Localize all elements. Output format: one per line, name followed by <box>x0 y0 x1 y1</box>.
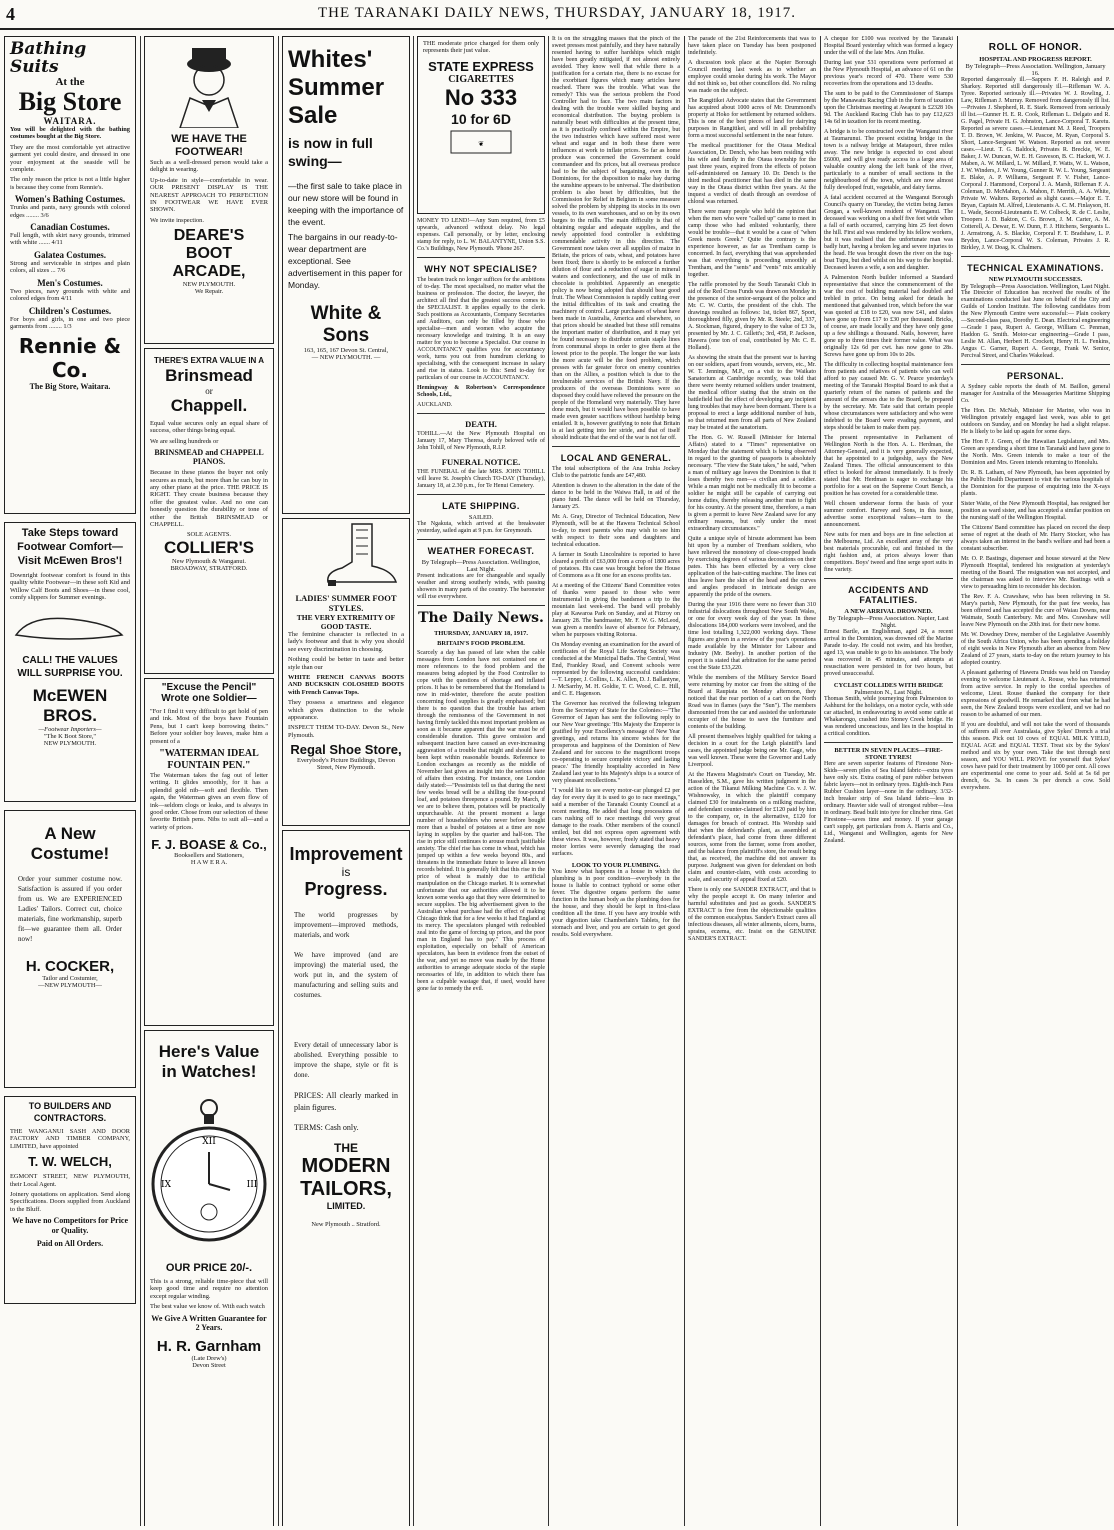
brand-sub: 163, 165, 167 Devon St. Central, <box>303 347 389 354</box>
column-6 <box>688 36 816 1526</box>
article-text: A cheque for £100 was received by the Taranaki Hospital Board yesterday which was formed a legacy under the will of the late Mrs. Ann Hulke. <box>824 36 953 56</box>
column-1 <box>4 36 136 1526</box>
brand-sub: "The K Boot Store," <box>43 732 97 740</box>
section-source: By Telegraph—Press Association. Napier, Last Night. <box>828 615 949 629</box>
ad-text: Downright footwear comfort is found in this quality white Footwear—in these soft Kid and Willow Calf Boots and Shoes—in these cool, comfy slippers for Summer evenings. <box>10 572 130 602</box>
ad-text: The world progresses by improvement—improved methods, materials, and work <box>294 911 398 939</box>
article-text: During last year 531 operations were performed at the New Plymouth Hospital, an advance of 61 on the previous year's record of 470. There were 530 recoveries from the operations and 13 deaths. <box>824 60 953 87</box>
state-express-ad <box>417 36 545 214</box>
article-text: "I would like to see every motor-car plunged £2 per day for every day it is used to go to race meetings," said a member of the Taranaki County Council at a recent meeting. He added that long processions of cars rushing off to race meetings did very great damage to the roads. Other members of the council smiled, but did not express open agreement with these views. It was, however, freely stated that heavy motor lorries were severely damaging the road surfaces. <box>552 788 680 857</box>
article-text: Sister Waite, of the New Plymouth Hospital, has resigned her position as ward sister, and has accepted a similar position on the nursing staff of the Wellington Hospital. <box>961 501 1110 521</box>
article-text: Attention is drawn to the alteration in the date of the dance to be held in the Waiwa Hall, in aid of the piano fund. The dance will be held on Thursday, January 25. <box>552 483 680 510</box>
ad-product-number: No 333 <box>444 84 518 110</box>
brand-logo: Brinsmead <box>165 366 253 385</box>
article-text: The Hon F. J. Green, of the Hawaiian Legislature, and Mrs. Green are spending a short time in Taranaki and have gone to the North. Mrs. Green intends to make a tour of the Dominion and Mrs. Green intends returning to Honolulu. <box>961 439 1110 466</box>
article-text: During the year 1916 there were no fewer than 310 industrial dislocations throughout New South Wales, or one for every week day of the year. In these dislocations 184,000 workers were involved, and the time lost totalling 1,322,000 working days. These figures are given in a review of the year's operations made available by the Minister for Labour and Industry (Mr. Beeby). In another portion of the report it is stated that arbitration for the same period cost the State £33,220. <box>688 602 816 671</box>
article-text: A fatal accident occurred at the Wanganui Borough Council's quarry on Tuesday, the victim being James Grogan, a well-known resident of Wanganui. The deceased was working on a shelf five feet wide when a fall of earth occurred, carrying him 25 feet down the hill. First aid was rendered by his fellow workers, but it was realised that the unfortunate man was badly hurt, having a broken leg and severe injuries to the head. He was brought down the river on the tug-boat Tupu, but died whilst on his way to the hospital. Deceased leaves a wife, a son and daughter. <box>824 195 953 271</box>
editorial-masthead: The Daily News. <box>418 610 544 626</box>
ladies-boot-icon <box>288 522 404 588</box>
article-text: Well chosen underwear forms the basis of your summer comfort. Harvey and Sons, in this issue, advertise some exceptional values—turn to the announcement. <box>824 501 953 528</box>
article-text: The sum to be paid to the Commissioner of Stamps by the Manawatu Racing Club in the form of taxation upon the Christmas meeting at Awapuni is £2328 10s 9d. The Auckland Racing Club has to pay £12,623 14s 6d in taxation for its recent meeting. <box>824 91 953 125</box>
ad-text: Up-to-date in style—comfortable in wear. OUR PRESENT DISPLAY IS THE NEAREST APPROACH TO PERFECTION IN FOOTWEAR WE HAVE EVER SHOWN. <box>150 176 268 214</box>
section-source: By Telegraph—Press Association. Wellington, January 16. <box>965 63 1106 77</box>
ad-text: We invite inspection. <box>150 216 204 224</box>
ad-text: The feminine character is reflected in a lady's footwear and that is why you should see every discrimination in choosing. <box>288 631 404 653</box>
section-heading: WEATHER FORECAST. <box>427 546 535 556</box>
death-notice: TOHILL.—At the New Plymouth Hospital on January 17, Mary Theresa, dearly beloved wife of John Tohill, of New Plymouth, R.I.P. <box>417 431 545 451</box>
section-subheading: NEW PLYMOUTH SUCCESSES. <box>988 276 1083 283</box>
ad-headline: A New Costume! <box>30 824 110 863</box>
agent-name: T. W. WELCH, <box>28 1154 112 1170</box>
ad-text: You will be delighted with the bathing costumes bought at the Big Store. <box>10 126 130 141</box>
section-subheading: HOSPITAL AND PROGRESS REPORT. <box>979 56 1092 63</box>
masthead-title: THE TARANAKI DAILY NEWS, THURSDAY, JANUARY 18, 1917. <box>317 5 797 21</box>
ad-text: WHITE FRENCH CANVAS BOOTS AND BUCKSKIN COLOSHED BOOTS with French Canvas Tops. <box>288 674 404 696</box>
article-text: Thomas Smith, while journeying from Palmerston to Ashhurst for the holidays, on a motor cycle, with side car attached, in endeavouring to avoid some cattle at Whakarongo, crashed into Stoney Creek bridge. He was rendered unconscious, and lies in the hospital in a critical condition. <box>824 696 953 737</box>
brand-logo: MODERN <box>301 1155 391 1178</box>
article-text: There is only one SANDER EXTRACT, and that is why the people accept it. On many inferior and harmful substitutes and just as goods. SANDER'S EXTRACT is free from the objectionable qualities of the common eucalyptus. Sander's Extract cures all infectious diseases, all winter ailments, ulcers, burns, sprains, eczema, etc. Insist on the GENUINE SANDER'S EXTRACT. <box>688 887 816 942</box>
article-text: The Rev. F. A. Crawshaw, who has been relieving in St. Mary's parish, New Plymouth, for the past few weeks, has been offered and has accepted the cure of Waiau Downs, near Waimate, South Canterbury. Mr. and Mrs. Crawshaw will leave New Plymouth on the 20th inst. for their new home. <box>961 594 1110 628</box>
editorial-date: THURSDAY, JANUARY 18, 1917. <box>434 630 528 637</box>
column-rule <box>957 36 958 1526</box>
article-text: Quite a unique style of hirsute adornment has been hit upon by a number of Trentham soldiers, who have relieved the monotony of close-cropped heads by exercising degrees of various decorations on their pates. This has been effected by a very close application of the hair-cutting machine. The lines cut thus leave bare the skin of the head and the curves and angles produced in intricate design are apparently the pride of the owners. <box>688 536 816 598</box>
whites-ad <box>282 36 410 514</box>
ad-headline: Sale <box>288 102 338 129</box>
article-text: The raffle promoted by the South Taranaki Club in aid of the Red Cross Funds was drawn on Monday in the presence of the senior-sergeant of the police and Mr. C. W. Curtis, the president of the club. The drawings resulted as follows: 1st, ticket 867, Sport, thoroughbred filly, given by Mr. R. Steele; 2nd, 337, A. Stockman, figured, drapery to the value of £3 3s, presented by Mr. J. C. Gillett's; 3rd, 458, P. Jackson, Hawera (one ton of coal, contributed by Mr. C. E. Holland). <box>688 282 816 351</box>
brand-sub: Everybody's Picture Buildings, Devon Street, New Plymouth. <box>296 757 396 772</box>
brand-logo: McEWEN BROS. <box>32 685 108 725</box>
product-title: Children's Costumes. <box>28 305 112 316</box>
article-text: The Hon. G. W. Russell (Minister for Internal Affairs) stated to a "Times" representative on Monday that the statement which is being observed in regard to the granting of passports is absolutely necessary. "The view the State takes," he said, "when a man of military age leaves the Dominion is that it loses thereby two men—a civilian and a soldier. While a man might not be medically fit to become a soldier he might still be capable of carrying out home duties, thereby releasing another man to fight for his country. At the present time, therefore, a man is given a permit to leave New Zealand save for any ordinary reasons, but only under the most extraordinary circumstances." <box>688 435 816 532</box>
page-number: 4 <box>6 4 15 24</box>
slipper-icon <box>10 605 128 645</box>
article-text: A bridge is to be constructed over the Wanganui river at Taumarunui. The present existing bridge in the town is a railway bridge at Matapouri, three miles away. The new bridge is expected to cost about £6000, and will give ready access to a large area of valuable country along the left bank of the river, particularly to a number of small sections in the neighbourhood of the town, which are now almost fully developed fruit, vegetable, and dairy farms. <box>824 129 953 191</box>
ad-text: The Waterman takes the fag out of letter writing. It glides smoothly, for it has a splendid gold nib—soft and flexible. Then again, the Waterman gives an even flow of ink—seldom clogs or leaks, and is always in good order. Chose from our selection of these favorite British pens. Nibs to suit all—and a variety of prices. <box>150 772 268 831</box>
brand-logo: TAILORS, <box>300 1178 392 1201</box>
product-title: Men's Costumes. <box>37 277 103 288</box>
brand-logo: H. COCKER, <box>25 958 115 975</box>
ad-headline: Progress. <box>304 879 388 899</box>
section-source: Palmerston N., Last Night. <box>854 689 923 696</box>
ad-callout: We have no Competitors for Price or Quality. <box>11 1216 129 1236</box>
ad-headline: Summer <box>288 74 385 101</box>
section-heading: TECHNICAL EXAMINATIONS. <box>967 263 1104 273</box>
article-text: A farmer in South Lincolnshire is reported to have cleared a profit of £63,000 from a crop of 1800 acres of potatoes. His case was brought before the House of Commons as a fit one for an excess profits tax. <box>552 552 680 579</box>
article-text: The Governor has received the following telegram from the Secretary of State for the Colonies:—"The Governor of Japan has sent the following reply to our New Year greetings: 'His Majesty the Emperor is gratified by your Excellency's message of New Year greetings, and returns his sincere wishes for the prosperous and happiness of the Dominion of New Zealand and for success to the magnificent troops co-operating to secure complete victory and lasting peace.' The friendly hospitality accorded in New Zealand last year to his Majesty's ships is a source of very pleasant recollections." <box>552 701 680 784</box>
ad-callout: Paid on All Orders. <box>36 1239 104 1249</box>
ad-headline-big: Big Store <box>18 87 122 116</box>
product-title: Canadian Costumes. <box>30 222 110 233</box>
brand-sub: BROADWAY, STRATFORD. <box>170 565 248 573</box>
product-title: Galatea Costumes. <box>34 249 106 260</box>
ad-headline: Whites' <box>288 46 373 73</box>
article-text: As showing the strain that the present war is having on our soldiers, apart from wounds, servers, etc., Mr. W. T. Jennings, M.P., on a visit to the Waikato Sanatorium at Cambridge recently, was told that there were twenty returned soldiers under treatment, the medical officer stating that the strain on the battlefield had the effect of developing any incipient lung troubles that may have been dormant. There is a proposal to erect a large additional number of huts, so that returned men from all parts of New Zealand may be treated at the sanatorium. <box>688 355 816 431</box>
column-2 <box>144 36 274 1526</box>
ad-headline: Bathing Suits <box>10 39 87 77</box>
ad-text: Nothing could be better in taste and better style than our <box>288 656 404 671</box>
brand-logo: THE <box>334 1141 358 1156</box>
ad-location: WAITARA. <box>43 116 97 126</box>
section-source: By Telegraph—Press Association. Wellington, Last Night. <box>961 283 1110 290</box>
column-4 <box>417 36 545 1526</box>
brand-logo: STATE EXPRESS <box>428 58 534 74</box>
garnham-ad <box>144 1030 274 1526</box>
ad-callout: CALL! THE VALUES WILL SURPRISE YOU. <box>17 654 123 679</box>
brand-logo: Rennie & Co. <box>18 334 122 383</box>
svg-text:III: III <box>246 1180 258 1190</box>
editorial-text: Scarcely a day has passed of late when the cable messages from London have not contained one or more references to the food problem and the measures being adopted by the Food Controller to cope with the questions of shortage and inflated prices. It has to be remembered that the Homeland is now in mid-winter, therefore the acute position concerning food supplies is greatly emphasised; but there is no question that the trouble has arisen through the remissness of the Government in not having firmly tackled this most important problem as soon as it became apparent that the war must be of considerable duration. This grave omission and subsequent inaction have caused an ever-increasing aggravation of a trouble that might and should have been kept within reasonable bounds. Reference to London exchanges as recently as the middle of November last gives an insight into the serious state of affairs then existing. For instance, one London daily stated:—"Pessimists tell us that during the next few weeks bread will be a shilling the four-pound loaf, and potatoes threepence a pound. By March, if we are to believe them, potatoes will be practically unpurchasable. At the present moment a large number of householders who never before bought more than a bushel of potatoes at a time are now laying in supplies by the quarter and half-ton. The rise in price still continues to arouse much justifiable anxiety. The chief rise has come in wheat, which has jumped up within a few weeks beyond 80s., and threatens in the immediate future to leave all known records behind. It is generally felt that this rise in the price of wheat is mainly due to artificial manipulation on the Chicago market. It is somewhat unfortunate that our authorities allowed it to be known some weeks ago that they were determined to secure supplies. The big advertisement given to the Australian wheat purchase had the effect of making Chicago think that for a few weeks it had England at its mercy. The speculators plunged with redoubled zeal into the game of forcing up prices, and the poor man in England has to pay." This process of exploitation, especially on behalf of American speculators, has been in evidence from the outset of the war, and yet no move was made by the Home authorities to arrange adequate stocks of the staple necessaries of life, in addition to which there has been a culpable wastage that, if used, would have gone far to remedy the evil. <box>417 650 545 992</box>
masthead <box>0 0 1114 30</box>
ad-subhead: THE VERY EXTREMITY OF GOOD TASTE. <box>296 613 396 631</box>
column-rule <box>684 36 685 1526</box>
article-text: While the members of the Military Service Board were returning by motor car from the sitting of the Board at Raupiata on Monday afternoon, they noticed that the rear portion of a cart on the North Road was in flames (says the "Sun"). The members dismounted from the car and assisted the unfortunate occupier of the house to save the furniture and contents of the building. <box>688 675 816 730</box>
brand-sub: (Late Drew's) <box>191 1354 227 1362</box>
brand-sub: —Footwear Importers— <box>38 725 102 733</box>
rennie-ad <box>4 36 136 514</box>
ad-headline: Improvement <box>289 844 403 864</box>
product-desc: Two pieces, navy grounds with white and colored edges from 4/11 <box>10 287 130 303</box>
ad-text: Joinery quotations on application. Send along Specifications. Doors supplied from Auckland to the Bluff. <box>10 1191 130 1213</box>
boase-ad <box>144 678 274 1026</box>
brand-logo: F. J. BOASE & Co., <box>151 837 267 853</box>
ad-text: Because in these pianos the buyer not only secures as much, but more than he can buy in any other piano at the price. THE PRICE IS RIGHT. They create business because they offer the greatest value. And no one can honestly question the durability or tone of either the British BRINSMEAD or CHAPPELL. <box>150 469 268 529</box>
section-heading: LOCAL AND GENERAL. <box>560 453 672 463</box>
ad-text: or <box>205 386 213 396</box>
brand-sub: Devon Street <box>192 1361 226 1369</box>
classified-money: MONEY TO LEND!—Any Sum required, from £5 upwards, advanced without delay. No legal expenses. Call personally, or by letter, enclosing stamp for reply, to L. W. BALANTYNE, Union S.S. Co.'s Buildings, New Plymouth. 'Phone 267. <box>417 218 545 252</box>
gentleman-portrait-icon <box>150 40 268 128</box>
section-subheading: By Telegraph—Press Association. Wellington, Last Night. <box>421 559 541 573</box>
section-heading: PERSONAL. <box>1006 371 1064 381</box>
welch-ad <box>4 1096 136 1304</box>
section-subheading: CYCLIST COLLIDES WITH BRIDGE <box>833 682 944 689</box>
article-text: The total subscriptions of the Ana Iruhia Jockey Club to the patriotic funds are £47,480. <box>552 466 680 479</box>
ad-text: This is a strong, reliable time-piece that will keep good time and require no attention except regular winding. <box>150 1278 268 1300</box>
ad-text: Every detail of unnecessary labor is abolished. Everything possible to improve the shape, style or fit is done. <box>294 1041 398 1079</box>
brand-sub: SOLE AGENTS. <box>186 531 232 539</box>
ad-headline: TO BUILDERS AND CONTRACTORS. <box>28 1101 112 1123</box>
brand-sub: — NEW PLYMOUTH. — <box>311 354 381 361</box>
section-subheading: LOOK TO YOUR PLUMBING. <box>571 862 661 869</box>
brand-logo: COLLIER'S <box>164 538 254 558</box>
article-text: The present representative in Parliament of Wellington North is the Hon. A. L. Herdman, the Attorney-General, and it is very generally expected, that he appointed to a judgeship, says the New Zealand Times. The official announcement to this effect is looked for almost immediately. It is freely stated that Mr. Herdman is eager to exchange his portfolio for a seat on the Supreme Court Bench, a position he has coveted for a considerable time. <box>824 435 953 497</box>
ad-product: "WATERMAN IDEAL FOUNTAIN PEN." <box>159 748 259 772</box>
ad-text: The only reason the price is not a little higher is because they come from Rennie's. <box>10 176 130 191</box>
article-text: A Sydney cable reports the death of M. Baillon, general manager for Australia of the Messageries Maritime Shipping Co. <box>961 384 1110 404</box>
article-text: A discussion took place at the Napier Borough Council meeting last week as to whether an employee could smoke during his work. The Mayor did not think so, but other councillors did. No ruling was made on the subject. <box>688 60 816 94</box>
brand-sub: New Plymouth .. Stratford. <box>311 1221 381 1229</box>
section-heading: LATE SHIPPING. <box>442 501 520 511</box>
article-text: The Rangitikei Advocate states that the Government has acquired about 1000 acres of Mr. Drummond's property at Hoko for settlement by returned soldiers. This is one of the best pieces of land for dairying purposes in Rangitikei, and will in all probability form a most successful settlement in the near future. <box>688 98 816 139</box>
section-subheading: BETTER IN SEVEN PLACES—FIRE-STONE TYRES! <box>834 747 943 761</box>
svg-text:XII: XII <box>202 1137 216 1147</box>
brand-sub: NEW PLYMOUTH. <box>182 281 236 289</box>
ad-text: The best value we know of. With each watch <box>150 1303 265 1311</box>
ad-text: The bargains in our ready-to-wear department are exceptional. See advertisement in this paper for Monday. <box>288 232 403 290</box>
mcewen-ad <box>4 522 136 802</box>
article-text: Mr. A. Gray, Director of Technical Education, New Plymouth, will be at the Hawera Technical School to-day, to meet parents who may wish to see him with respect to their sons and daughters and technical education. <box>552 514 680 548</box>
ad-text: EGMONT STREET, NEW PLYMOUTH, their Local Agent. <box>10 1173 130 1188</box>
brand-sub: —NEW PLYMOUTH— <box>38 982 102 989</box>
article-text: All present themselves highly qualified for taking a decision in a court for the Leigh plaintiff's land cases, the appointed judge being one Mr. Gage, who was well known. These were the Governor and Lady Liverpool. <box>688 734 816 768</box>
article-text: The Citizens' Band committee has placed on record the deep sense of regret at the death of Mr. Harry Stocker, who has always taken an interest in the band's welfare and had been a constant subscriber. <box>961 525 1110 552</box>
ad-text: BRINSMEAD and CHAPPELL PIANOS. <box>154 448 264 467</box>
article-text: Present indications are for changeable and squally weather and strong southerly winds, with passing showers in many parts of the country. The barometer will rise everywhere. <box>417 573 545 600</box>
funeral-notice: THE FUNERAL of the late MRS. JOHN TOHILL will leave St. Joseph's Church TO-DAY (Thursday), January 18, at 2.30 p.m., for Te Henui Cemetery. <box>417 469 545 489</box>
article-text: If you are doubtful, and will not take the word of thousands of sufferers all over Australasia, give Sykes' Drench a trial this season. Pick out 10 cows of EQUAL MILK YIELD, EQUAL AGE and EQUAL TEST. Treat six by the Sykes' method and six by your own. Take the test through next season, and YOU WILL PROVE for yourself that Sykes' cows have paid for their treatment by 1000 per cent. All cows are experimental one come to your aid. Sold at 5s 6d per drench, 6s. 3s. In cases 3s per drench a cow. Sold everywhere. <box>961 722 1110 791</box>
article-text: You know what happens in a house in which the plumbing is in poor condition—everybody in the house is liable to contract typhoid or some other fever. The digestive organs perform the same function in the human body as the plumbing does for the house, and they should be kept in first-class condition all the time. If you have any trouble with your digestion take Chamberlain's Tablets, for the stomach and liver, and you are certain to get good results. Sold everywhere. <box>552 869 680 938</box>
ad-callout: We Give A Written Guarantee for 2 Years. <box>151 1313 267 1332</box>
article-text: AUCKLAND. <box>417 402 453 408</box>
article-text: Mr. O. P. Bastings, dispenser and house steward at the New Plymouth Hospital, tendered his resignation at yesterday's meeting of the Board. The resignation was not accepted, and the chairman was asked to interview Mr. Bastings with a view to persuading him to reconsider his decision. <box>961 556 1110 590</box>
ad-text: THE moderate price charged for them only represents their just value. <box>423 40 539 55</box>
deare-ad <box>144 36 274 344</box>
ad-subhead: swing— <box>288 153 342 169</box>
ad-headline: Here's Value in Watches! <box>158 1042 260 1081</box>
modern-tailors-ad <box>282 830 410 1526</box>
article-text: At a meeting of the Citizens' Band Committee votes of thanks were passed to those who were instrumental in giving the bandsmen a trip to the mountain last week-end. The band will probably play at Kawaroa Park on Sunday, and at Fitzroy on January 28. The bandmaster, Mr. F. W. G. McLeod, was given a month's leave of absence for February, when he purposes visiting Rotorua. <box>552 583 680 638</box>
article-text: The difficulty in collecting hospital maintenance fees from patients and relatives of patients who can well afford to pay caused Mr. G. V. Pearce yesterday's meeting of the Taranaki Hospital Board to ask that a quarterly return of the names of patients and the amount of the arrears due to the Board, be prepared by the secretary. Mr. Tate said that certain people whose circumstances were satisfactory and who were indebted to the Board were evading payment, and steps should be taken to make them pay. <box>824 362 953 431</box>
ad-text: TERMS: Cash only. <box>294 1123 359 1132</box>
ad-text: INSPECT THEM TO-DAY. Devon St., New Plymouth. <box>288 724 404 739</box>
pocket-watch-icon <box>150 1092 268 1252</box>
ad-subhead: At the <box>55 76 85 88</box>
cigarette-box-icon <box>423 127 539 157</box>
article-text: The Hon. Dr. McNab, Minister for Marine, who was in Wellington privately engaged last week, was able to get outdoors on Sunday, and on Monday he had a slight relapse. He is likely to be laid up again for some days. <box>961 408 1110 435</box>
ad-text: They possess a smartness and elegance which gives distinction to the whole appearance. <box>288 699 404 722</box>
ad-text: They are the most comfortable yet attractive garment yet could desire, and dressed in one your enjoyment at the seaside will be complete. <box>10 143 130 174</box>
ad-headline: THERE'S EXTRA VALUE IN A <box>153 356 265 365</box>
article-text: There were many people who held the opinion that when the men who were "called up" came to meet in camp those who had enlisted voluntarily, there would be trouble—that it would be a case of "when Greek meets Greek." Quite the contrary is the experience however, as far as Trentham camp is concerned. In fact, everything that was apprehended was that everything is proceeding smoothly at Trentham, and the "sents" and "vents" mix amicably together. <box>688 209 816 278</box>
column-rule <box>548 36 549 1526</box>
section-subheading: SAILED. <box>468 514 494 521</box>
column-rule <box>140 36 141 1526</box>
section-heading: WHY NOT SPECIALISE? <box>424 264 538 274</box>
ad-product: CIGARETTES <box>448 73 514 85</box>
section-heading: FUNERAL NOTICE. <box>441 457 521 467</box>
ad-headline: Wrote one Soldier— <box>161 693 257 704</box>
column-rule <box>413 36 414 1526</box>
ad-price: 10 for 6D <box>451 110 511 127</box>
cocker-ad <box>4 810 136 1088</box>
ad-headline: WE HAVE THE FOOTWEAR! <box>171 133 247 158</box>
ad-subhead: is now in full <box>288 135 373 151</box>
ad-text: "For I find it very difficult to get hold of pen and ink. Most of the boys have Fountain Pens, but I can't keep borrowing theirs." Before your soldier boy leaves, make him a present of a <box>150 708 268 745</box>
ad-text: Equal value secures only an equal share of success, other things being equal. <box>150 420 268 435</box>
editorial-text: It is on the struggling masses that the pinch of the sweet presses most painfully, and they have naturally resented having to suffer hardships which might have been greatly mitigated, if not almost entirely avoided. They know well that while there is a justification for a certain rise, there is no excuse for the exorbitant figures which many articles have reached. There was the trouble. What was the remedy? This was the serious problem the Food Controller had to face. The two main factors in dealing with the trouble were skilled buying and economical distribution. The buying problem is naturally beset with difficulties at the present time, as it is practically confined within the Empire, but the two industries which have suffered most were wheat and sugar and in both these there were influences at work to inflate prices. So far as home produce was concerned the Government could commandeer and fix prices, but all overseas produce had to be the subject of bargaining, even in the Dominions, for the disposition to make hay during the sunshine appears to be universal. The distribution problem is also beset by difficulties, but the Commission for Relief in Belgium in some measure solved the problem by shipping its stocks in its own vessels, to its own warehouses, and so on by its own barges to the mills. The main difficulty is that of obtaining regular and adequate supplies, and the newly appointed food controller is exhibiting commendable activity in this direction. The Government now takes over all supplies of maize in Britain, the prices of oats, wheat, and potatoes have been fixed; there is shortly to be enforced a further dilution of flour and a reduction of sugar in mineral waters and confectionery, and the use of milk in chocolate is prohibited. Apparently an energetic policy is now being adopted that should bear good fruit. The Wheat Commission is rapidly cutting over the initial difficulties of its task and creating the machinery of control. Large purchases of wheat have been made in Australia, America and elsewhere, so that prices should be steadied but these still remains the important matter of distribution, and it may yet be found necessary to distribute certain staple lines from communal shops in order to give them at the lowest price to the people. The longer the war lasts the more acute will be the food problem, which presses with far greater force on enemy countries than on the Allies, a position which is due to the invulnerable services of the British Navy. If the producers of the overseas Dominions were so disposed they could have relieved the pressure on the people of the Homeland very materially. They have done much, but it would have been possible to have made even greater sacrifices without hardship being entailed. It is, however gratifying to note that Britain is at last getting into her stride, and that of itself should indicate that the end of the war is not far off. <box>552 36 680 441</box>
section-heading: ACCIDENTS AND FATALITIES. <box>848 585 929 605</box>
brand-sub: NEW PLYMOUTH. <box>43 739 97 747</box>
article-text: The beaten track no longer suffices for the ambitions of to-day. The most specialised, no matter what the business or profession. The doctor, the lawyer, the architect all find that the greatest success comes to the SPECIALIST. It applies equally to the clerk. Such positions as Accountants, Company Secretaries and Auditors, can only be filled by those who specialise—men and women who acquire the necessary knowledge and training. It is an easy matter for you to become a Specialist. Our course in ACCOUNTANCY qualifies you for accountancy work, turns you out from humdrum clerking to specialising, with the consequent increase in salary and rise in status. Look to this: Send to-day for particulars of our course in ACCOUNTANCY. <box>417 277 545 381</box>
article-text: Ernest Bartle, an Englishman, aged 24, a recent arrival in the Dominion, was drowned off the Marine Parade to-day. He could not swim, and his brother, aged 13, was unable to go to his assistance. The body was recovered in 45 minutes, and attempts at resuscitation were persisted in for two hours, but proved unsuccessful. <box>824 629 953 677</box>
regal-shoe-ad <box>282 518 410 826</box>
collier-ad <box>144 348 274 674</box>
column-3 <box>282 36 410 1526</box>
product-desc: Strong and serviceable in stripes and plain colors, all sizes ... 7/6 <box>10 259 130 275</box>
ad-text: THE WANGANUI SASH AND DOOR FACTORY AND TIMBER COMPANY, LIMITED, have appointed <box>10 1128 130 1150</box>
article-text: Mr. W. Dowdney Drew, member of the Legislative Assembly of the South Africa Union, who has been spending a holiday of eight weeks in New Plymouth after an absence from New Zealand of 27 years, starts to-day on the return journey to his adopted country. <box>961 632 1110 666</box>
ad-headline: LADIES' SUMMER FOOT STYLES. <box>295 593 397 613</box>
ad-text: Order your summer costume now. Satisfaction is assured if you order from us. We are EXPERIENCED Ladies' Tailors. Correct cut, choice materials, fine workmanship, superb fit—we guarantee them all. Order now! <box>18 875 122 943</box>
brand-sub: New Plymouth & Wanganui. <box>172 558 246 566</box>
column-5 <box>552 36 680 1526</box>
brand-sub: The Big Store, Waitara. <box>29 382 111 392</box>
ad-headline: is <box>341 865 351 879</box>
article-text: Reported dangerously ill.—Sappers F. H. Raleigh and P. Sharkey. Reported still dangerously ill.—Rifleman W. A. Tyree. Reported seriously ill.—Privates W. J. Rowling, J. Law, Rifleman J. Murray. Removed from dangerously ill list.—Privates J. Shepherd, R. E. Stark. Removed from seriously ill list.—Gunner H. E. R. Cook, Rifleman L. Delgato and R. G. Pagel, Private H. G. Johnston, Lance-Corporal T. Karetu. Reported as severe cases.—Lieutenant M. J. Reed, Troopers T. D. Brown, W. Jenkins, W. Pascoe, M. Ryan, Corporal S. Short, Lance-Sergeant W. Watson. Reported as not severe cases.—Lieut. T. G. Baldock, Privates R. Breckie, W. E. Baker, J. W. Duncan, W. E. H. Graveson, B. C. Hackett, W. J. Maben, A. W. Millard, L. W. Millard, F. Watts, W. L. Watson, J. W. Winders, J. W. Young, Gunner R. W. L. Young, Sergeant E. Blake, A. P. Williams, Sergeant F. V. Fisher, Lance-Corporal J. Hammond, Corporal J. A. Marsh, Rifleman F. A. Coleman, D. McMahon, A. Mahon, F. Merrith, A. A. White, Private W. Walters. Reported as slight cases.—Major E. T. Bryan, Captain M. Alfred, Lieutenants A. C. M. Finlayson, H. L. Wade, Second-Lieutenants E. W. Colbeck, R. de C. Leslie, Troopers J. D. Bakton, C. G. Brown, J. M. Carter, A. M. Cotterell, A. Dewar, E. W. Dunn, F. J. Hitchens, Sergeants L. J. Armstrong, A. S. Blackie, Corporal F. T. Bradshaw, L. P. Brydon, Lance-Corporal W. S. Coleman, Privates J. R. Birkley, J. W. Doag, K. Chalmers. <box>961 77 1110 251</box>
article-text: The medical practitioner for the Otaua Medical Association, Dr. Dench, who has been residing with his wife and family in the Otaua township for the past three years, expired from the effects of poison self-administered on January 10. Dr. Dench is the third medical practitioner that has died in the same way in the Otaua district within five years. At the inquest a verdict of death through an overdose of chloral was returned. <box>688 143 816 205</box>
article-text: Dr. R. B. Latham, of New Plymouth, has been appointed by the Public Health Department to visit the various hospitals of the Dominion for the purpose of enquiring into the X-rays plants. <box>961 470 1110 497</box>
svg-text:IX: IX <box>161 1180 171 1190</box>
column-rule <box>820 36 821 1526</box>
section-heading: ROLL OF HONOR. <box>988 42 1083 53</box>
article-text: The Director of Education has received the results of the examinations conducted last June on behalf of the City and Guilds of London Institute. The following candidates from the New Plymouth Centre were successful:— Plain cookery—Second-class pass, Dorothy E. Dean. Electrical engineering—Grade I pass, Rupert A. George, William C. Penman, Haddon G. Smith. Motor-car engineering—Grade I pass, Leslie M. Allan, Herbert H. Crockett, Henry H. L. Fenkins, Angus C. Garner, Rupert A. George, Frank W. Senior, Percival Street, and Charles Wakelead. <box>961 290 1110 359</box>
column-8 <box>961 36 1110 1526</box>
article-text: The parade of the 21st Reinforcements that was to have taken place on Tuesday has been postponed indefinitely. <box>688 36 816 56</box>
ad-headline: "Excuse the Pencil" <box>161 682 257 693</box>
ad-text: —the first sale to take place in our new store will be found in keeping with the importance of the event. <box>288 181 404 227</box>
brand-logo: DEARE'S BOOT ARCADE, <box>172 227 246 281</box>
ad-text: We are selling hundreds or <box>150 437 219 445</box>
brand-sub: Booksellers and Stationers, <box>174 852 244 860</box>
ad-headline: Take Steps toward Footwear Comfort— Visit McEwen Bros'! <box>17 527 123 567</box>
article-text: A Palmerston North builder informed a Standard representative that since the commencement of the war the cost of building material had doubled and trebled in price. On being asked for details he mentioned that galvanised iron, which before the war was quoted at £18 to £20, was now £41, and slates have gone up from £17 to £30 per thousand. Bricks, of course, are made locally and they have only gone up a few shillings a thousand. Nails, however, have gone up to three times their former value. What was originally 12s 6d per cwt. has now gone to 28s. Screws have gone up from 10s to 20s. <box>824 275 953 358</box>
article-text: Here are seven superior features of Firestone Non-Skids—seven piles of Sea Island fabric—extra tyres have only six. Extra coating of pure rubber between fabric layers—not in ordinary tyres. Eighth-inch Para Rubber Cushion layer—none in the ordinary. 3/32-inch breaker strip of Sea Island fabric—less in ordinary. Heavier side wall of strongest rubber—less in ordinary. Bead built into tyre for clincher rims. Get Firestone—saves time and money. If your garage can't supply, get particulars from A. Harris and Co., Ltd., Wanganui and Wellington, agents for New Zealand. <box>824 761 953 844</box>
brand-logo: H. R. Garnham <box>156 1337 262 1355</box>
product-desc: For boys and girls, in one and two piece garments from ........ 1/3 <box>10 315 130 330</box>
brand-sub: We Repair. <box>194 288 224 296</box>
brand-sub: H A W E R A. <box>190 859 228 867</box>
ad-text: We have improved (and are improving) the material used, the work put in, and the system of manufacturing and selling suits and costumes. <box>294 951 398 999</box>
ad-text: PRICES: All clearly marked in plain figures. <box>294 1091 398 1112</box>
brand-logo: White & Sons <box>310 303 382 346</box>
section-subheading: A NEW ARRIVAL DROWNED. <box>844 608 933 615</box>
product-desc: Trunks and pants, navy grounds with colored edges ........ 3/6 <box>10 204 130 219</box>
column-7 <box>824 36 953 1526</box>
brand-sub: Tailor and Costumier, <box>42 975 98 982</box>
product-desc: Full length, with skirt navy grounds, trimmed with white ....... 4/11 <box>10 232 130 247</box>
brand-logo: Chappell. <box>170 396 248 415</box>
section-heading: DEATH. <box>465 419 497 429</box>
svg-text:❦: ❦ <box>478 139 484 148</box>
editorial-title: BRITAIN'S FOOD PROBLEM. <box>437 640 525 647</box>
article-text: New suits for men and boys are in fine selection at the Melbourne, Ltd. An excellent array of the very best materials procurable, cut and finished in the right fashion and, at prices always lower than competitors. Boys' tweed and fine serge sport suits in fine variety. <box>824 532 953 573</box>
column-rule <box>278 36 279 1526</box>
brand-logo: Regal Shoe Store, <box>290 742 402 758</box>
product-title: Women's Bathing Costumes. <box>14 194 126 205</box>
brand-logo: LIMITED. <box>326 1201 366 1212</box>
ad-text: Such as a well-dressed person would take a delight in wearing. <box>150 159 268 174</box>
article-text: At the Hawera Magistrate's Court on Tuesday, Mr. Hasselden, S.M., gave his written judgment in the action of the Tikanui Milking Machine Co. v. J. W. Wishnowsky, in which the plaintiff company claimed £30 for instalments on a milking machine, and defendant counter-claimed for £120 paid by him to the company, or, in the alternative, £120 for damages for breach of contract. His Worship said that when the defendant's plant, as assembled at defendant's place, had come from three different sources, some from the farmer, some from another, and the balance from plaintiff's store, the result being that, as received, the machine did not answer its purpose. Judgment was given for defendant on both claim and counter-claim, with costs according to scale, and security of appeal fixed at £20. <box>688 772 816 883</box>
article-text: A pleasant gathering of Hawera Druids was held on Tuesday evening to welcome Lieutenant A. Rouse, who has returned from active service. In reply to the cordial speeches of welcome, Lieut. Rouse thanked the company for their expressions of goodwill. He remarked that from what he had seen, the New Zealand troops were excellent, and we had no reason to be ashamed of our men. <box>961 670 1110 718</box>
ad-price: OUR PRICE 20/-. <box>165 1262 253 1274</box>
article-text: The Ngakuta, which arrived at the breakwater yesterday, sailed again at 9 p.m. for Greymouth. <box>417 521 545 534</box>
article-text: On Monday evening an examination for the award of certificates of the Royal Life Saving Society was conducted at the Municipal Baths. The Central, West End, Frankley Road, and Convent schools were represented by the following successful candidates:—T. Lepper, J. Collins, L. K. Allen, D. J. Ballantyne, J. McSarrhy, M. H. Goldie, T. C. Wood, C. E. Hill, and C. E. Hagenson. <box>552 642 680 697</box>
article-text: Hemingway & Robertson's Correspondence Schools, Ltd., <box>417 385 545 398</box>
